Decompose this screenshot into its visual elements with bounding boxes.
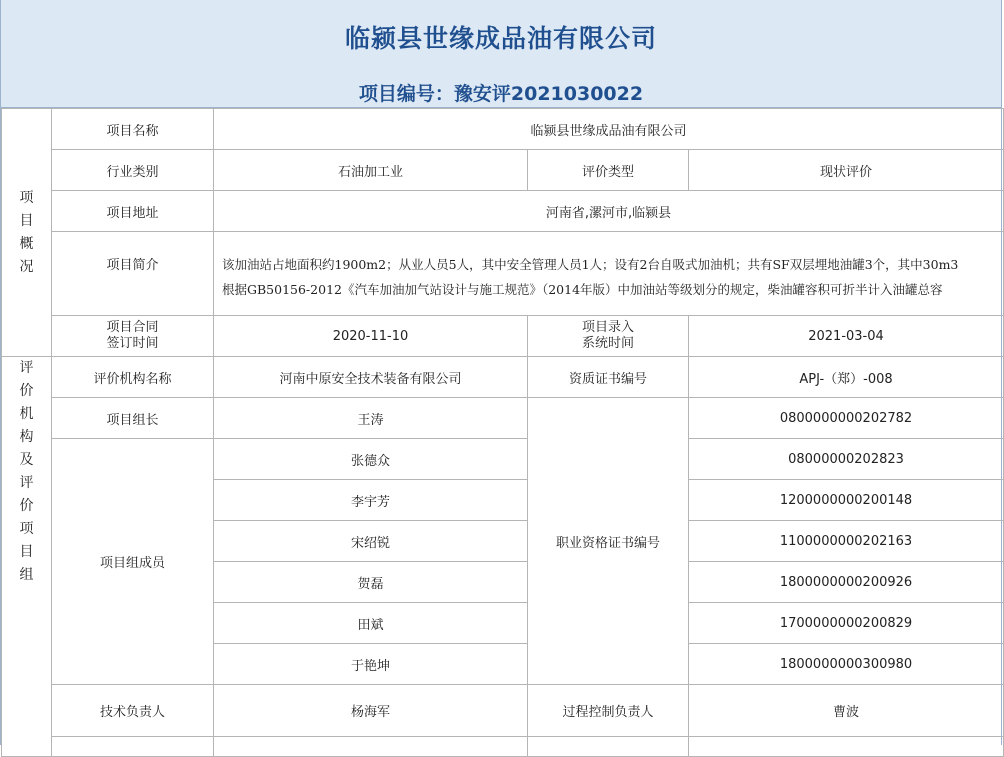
org-name-label: 评价机构名称	[52, 357, 214, 398]
entry-date-value: 2021-03-04	[689, 316, 1004, 357]
row-industry	[2, 150, 1004, 191]
process-lead-label: 过程控制负责人	[528, 685, 689, 737]
row-dates	[2, 316, 1004, 357]
row-leads	[2, 685, 1004, 737]
qual-cert-value: APJ-（郑）-008	[689, 357, 1004, 398]
entry-date-label-text: 项目录入系统时间	[581, 320, 634, 351]
summary-value	[214, 232, 1004, 316]
qual-cert-label: 资质证书编号	[528, 357, 689, 398]
member-cert: 08000000202823	[689, 439, 1004, 480]
row-trailing	[2, 737, 1004, 757]
member-name: 田斌	[214, 603, 528, 644]
member-name: 贺磊	[214, 562, 528, 603]
row-org	[2, 357, 1004, 398]
project-info-table	[1, 108, 1004, 757]
row-leader	[2, 398, 1004, 439]
table-row	[2, 439, 1004, 480]
process-lead-value: 曹波	[689, 685, 1004, 737]
trailing-cell	[52, 737, 214, 757]
trailing-cell	[214, 737, 528, 757]
trailing-cell	[689, 737, 1004, 757]
tech-lead-value: 杨海军	[214, 685, 528, 737]
contract-date-label	[52, 316, 214, 357]
industry-value: 石油加工业	[214, 150, 528, 191]
summary-label: 项目简介	[106, 258, 159, 273]
member-name: 李宇芳	[214, 480, 528, 521]
company-title: 临颍县世缘成品油有限公司	[344, 24, 657, 53]
section-overview-text: 项目概况	[19, 189, 34, 275]
row-project-name	[2, 109, 1004, 150]
summary-line-2: 根据GB50156-2012《汽车加油加气站设计与施工规范》（2014年版）中加油站等级划分的规定，柴油罐容积可折半计入油罐总容	[222, 282, 943, 297]
eval-type-label: 评价类型	[528, 150, 689, 191]
entry-date-label	[528, 316, 689, 357]
project-name-label: 项目名称	[52, 109, 214, 150]
trailing-cell	[528, 737, 689, 757]
page-header	[1, 0, 1001, 108]
member-cert: 1100000000202163	[689, 521, 1004, 562]
org-name-value: 河南中原安全技术装备有限公司	[214, 357, 528, 398]
summary-label-cell	[52, 232, 214, 316]
address-value: 河南省,漯河市,临颍县	[214, 191, 1004, 232]
member-name: 宋绍锐	[214, 521, 528, 562]
members-label: 项目组成员	[52, 439, 214, 685]
member-name: 张德众	[214, 439, 528, 480]
member-name: 于艳坤	[214, 644, 528, 685]
section-evaluation-text: 评价机构及评价项目组	[19, 360, 34, 583]
address-label: 项目地址	[52, 191, 214, 232]
leader-label: 项目组长	[52, 398, 214, 439]
project-name-value: 临颍县世缘成品油有限公司	[214, 109, 1004, 150]
section-overview-label	[2, 109, 52, 357]
summary-line-1: 该加油站占地面积约1900m2；从业人员5人，其中安全管理人员1人；设有2台自吸式加油机；共有SF双层埋地油罐3个，其中30m3	[222, 257, 959, 272]
section-evaluation-label	[2, 357, 52, 757]
contract-date-value: 2020-11-10	[214, 316, 528, 357]
member-cert: 1700000000200829	[689, 603, 1004, 644]
row-address	[2, 191, 1004, 232]
leader-name: 王涛	[214, 398, 528, 439]
industry-label: 行业类别	[52, 150, 214, 191]
member-cert: 1800000000300980	[689, 644, 1004, 685]
eval-type-value: 现状评价	[689, 150, 1004, 191]
contract-date-label-text: 项目合同签订时间	[106, 320, 159, 351]
member-cert: 1800000000200926	[689, 562, 1004, 603]
leader-cert: 0800000000202782	[689, 398, 1004, 439]
member-cert: 1200000000200148	[689, 480, 1004, 521]
project-number: 项目编号：豫安评2021030022	[358, 83, 644, 105]
tech-lead-label: 技术负责人	[52, 685, 214, 737]
prof-cert-label: 职业资格证书编号	[528, 398, 689, 685]
row-summary	[2, 232, 1004, 316]
